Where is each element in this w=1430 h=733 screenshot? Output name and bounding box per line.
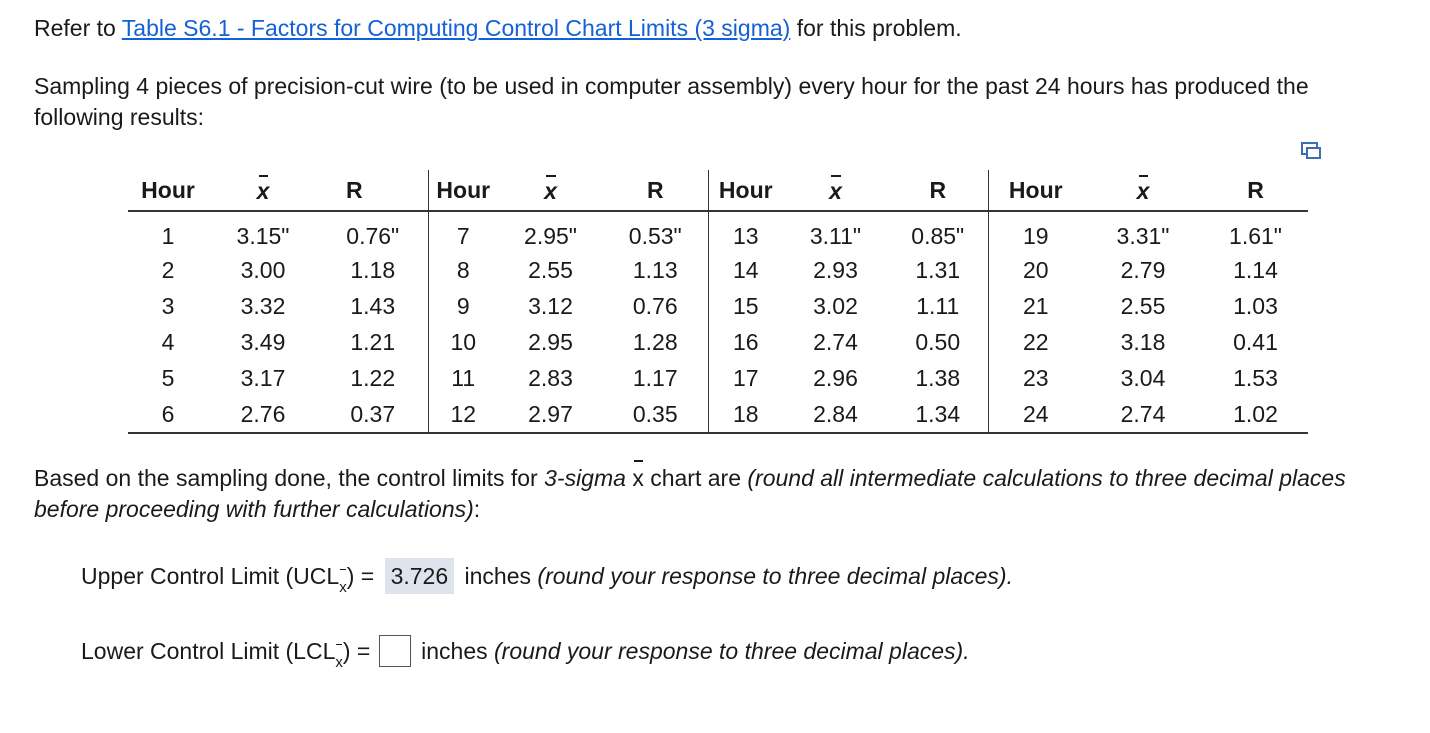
range-cell: 0.76 <box>603 288 708 324</box>
range-cell: 1.13 <box>603 252 708 288</box>
hour-cell: 21 <box>1022 292 1049 319</box>
range-cell: 1.03 <box>1233 292 1278 319</box>
range-cell: 0.53" <box>603 211 708 252</box>
hour-cell: 4 <box>161 328 175 355</box>
range-cell: 1.02 <box>1203 396 1308 433</box>
range-cell: 0.37 <box>318 396 428 433</box>
sigma-label: 3-sigma <box>544 465 626 491</box>
range-cell: 1.53 <box>1233 364 1278 391</box>
hour-cell: 23 <box>1022 364 1049 391</box>
table-s6-1-link[interactable]: Table S6.1 - Factors for Computing Control Chart Limits (3 sigma) <box>121 15 791 41</box>
range-cell: 0.35 <box>603 396 708 433</box>
lcl-hint: (round your response to three decimal places). <box>494 638 970 664</box>
question-text: Based on the sampling done, the control limits for 3-sigma x chart are (round all intermediate calculations to three decimal places before proceeding with further calculations): <box>34 465 1346 522</box>
lcl-label: Lower Control Limit (LCL <box>81 638 336 664</box>
rounding-instruction: (round all intermediate calculations to three decimal places before proceeding with further calculations) <box>34 465 1346 522</box>
xbar-cell: 2.97 <box>498 396 603 433</box>
header-xbar: x <box>1083 170 1203 211</box>
lcl-unit: inches <box>414 638 495 664</box>
range-cell: 1.17 <box>603 360 708 396</box>
xbar-cell: 2.55 <box>1120 292 1166 319</box>
ucl-line: Upper Control Limit (UCLx) = 3.726 inches (round your response to three decimal places). <box>81 558 1013 597</box>
header-xbar: x <box>783 170 888 211</box>
table-row <box>128 360 1308 396</box>
xbar-cell: 3.18 <box>1120 328 1166 355</box>
range-cell: 0.76" <box>318 211 428 252</box>
hour-cell: 5 <box>161 364 175 391</box>
lcl-line: Lower Control Limit (LCLx) = inches (round your response to three decimal places). <box>81 634 970 672</box>
problem-text: Sampling 4 pieces of precision-cut wire (to be used in computer assembly) every hour for the past 24 hours has produced the following results: <box>34 73 1309 130</box>
xbar-cell: 3.15" <box>236 222 290 249</box>
hour-cell: 7 <box>456 222 470 249</box>
range-cell: 0.50 <box>888 324 988 360</box>
intro-line <box>34 13 962 44</box>
table-header-row <box>128 170 1308 211</box>
hour-cell: 17 <box>732 364 759 391</box>
xbar-cell: 2.79 <box>1120 256 1166 283</box>
range-cell: 1.18 <box>318 252 428 288</box>
xbar-cell: 2.83 <box>528 364 573 391</box>
hour-cell: 8 <box>456 256 470 283</box>
xbar-symbol: x <box>632 463 644 494</box>
hour-cell: 3 <box>161 292 175 319</box>
header-hour: Hour <box>428 170 498 211</box>
hour-cell: 16 <box>732 328 759 355</box>
range-cell: 1.38 <box>888 360 988 396</box>
range-cell: 1.34 <box>888 396 988 433</box>
hour-cell: 24 <box>988 396 1083 433</box>
ucl-subscript: x <box>339 571 347 605</box>
hour-cell: 12 <box>428 396 498 433</box>
hour-cell: 22 <box>1022 328 1049 355</box>
header-hour: Hour <box>988 170 1083 211</box>
range-cell: 1.43 <box>318 288 428 324</box>
range-cell: 1.14 <box>1233 256 1278 283</box>
xbar-cell: 2.55 <box>528 256 573 283</box>
intro-suffix: for this problem. <box>790 15 962 41</box>
xbar-cell: 2.74 <box>1083 396 1203 433</box>
lcl-answer-input[interactable] <box>379 635 411 667</box>
xbar-cell: 2.93 <box>813 256 858 283</box>
xbar-cell: 3.49 <box>240 328 286 355</box>
ucl-label: Upper Control Limit (UCL <box>81 563 340 589</box>
xbar-cell: 2.76 <box>208 396 318 433</box>
xbar-cell: 2.95" <box>524 222 577 249</box>
xbar-cell: 3.02 <box>813 292 858 319</box>
header-xbar: x <box>208 170 318 211</box>
ucl-unit: inches <box>458 563 538 589</box>
data-table <box>128 170 1308 434</box>
xbar-cell: 2.84 <box>783 396 888 433</box>
hour-cell: 9 <box>456 292 470 319</box>
range-cell: 1.61" <box>1229 222 1282 249</box>
hour-cell: 10 <box>450 328 477 355</box>
header-xbar: x <box>498 170 603 211</box>
range-cell: 1.28 <box>603 324 708 360</box>
xbar-cell: 3.04 <box>1120 364 1166 391</box>
xbar-cell: 3.31" <box>1116 222 1170 249</box>
lcl-subscript: x <box>335 646 343 680</box>
range-cell: 1.22 <box>318 360 428 396</box>
hour-cell: 15 <box>732 292 759 319</box>
table-row <box>128 324 1308 360</box>
copy-table-icon[interactable] <box>1297 140 1323 162</box>
hour-cell: 13 <box>732 222 759 249</box>
hour-cell: 2 <box>161 256 175 283</box>
hour-cell: 14 <box>732 256 759 283</box>
header-r: R <box>603 170 708 211</box>
table-row <box>128 211 1308 252</box>
table-row <box>128 252 1308 288</box>
range-cell: 1.21 <box>318 324 428 360</box>
xbar-cell: 3.17 <box>240 364 286 391</box>
header-hour: Hour <box>128 170 208 211</box>
header-r: R <box>1203 170 1308 211</box>
xbar-cell: 2.74 <box>813 328 858 355</box>
range-cell: 0.41 <box>1233 328 1278 355</box>
range-cell: 1.11 <box>888 288 988 324</box>
table-row <box>128 396 1308 433</box>
header-hour: Hour <box>708 170 783 211</box>
hour-cell: 1 <box>161 222 175 249</box>
ucl-answer-value[interactable]: 3.726 <box>385 558 455 594</box>
hour-cell: 6 <box>128 396 208 433</box>
xbar-cell: 2.96 <box>813 364 858 391</box>
header-r: R <box>888 170 988 211</box>
table-row <box>128 288 1308 324</box>
xbar-cell: 3.32 <box>240 292 286 319</box>
intro-prefix: Refer to <box>34 15 122 41</box>
hour-cell: 19 <box>1022 222 1049 249</box>
xbar-cell: 2.95 <box>528 328 573 355</box>
header-r: R <box>318 170 428 211</box>
hour-cell: 20 <box>1022 256 1049 283</box>
range-cell: 1.31 <box>888 252 988 288</box>
ucl-hint: (round your response to three decimal places). <box>537 563 1013 589</box>
range-cell: 0.85" <box>888 211 988 252</box>
xbar-cell: 3.12 <box>528 292 573 319</box>
xbar-cell: 3.11" <box>809 222 862 249</box>
hour-cell: 18 <box>708 396 783 433</box>
hour-cell: 11 <box>451 364 476 391</box>
xbar-cell: 3.00 <box>240 256 286 283</box>
